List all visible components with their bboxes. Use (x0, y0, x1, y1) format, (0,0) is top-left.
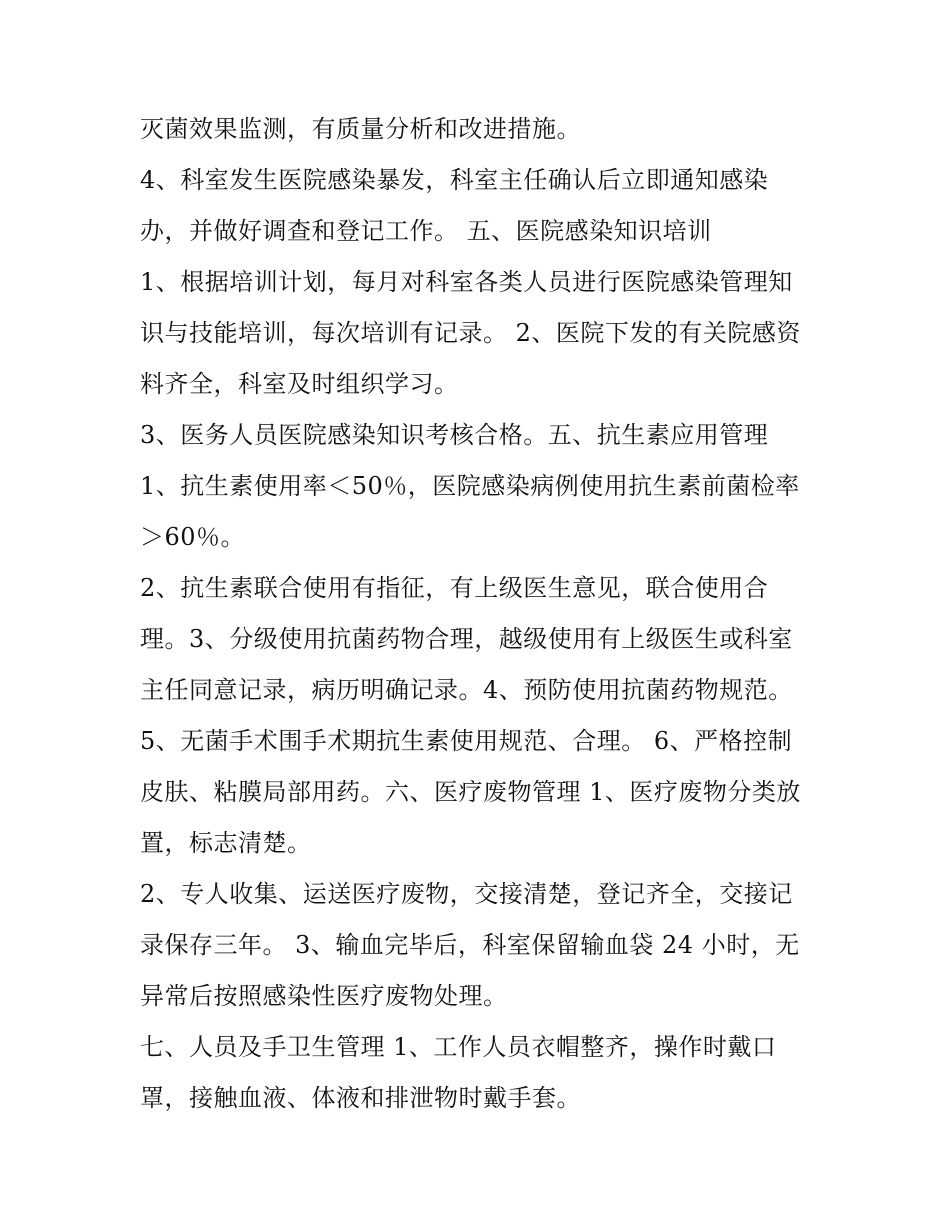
text-line: 录保存三年。 3、输血完毕后，科室保留输血袋 24 小时，无 (140, 931, 800, 959)
text-line: 罩，接触血液、体液和排泄物时戴手套。 (140, 1084, 581, 1112)
text-line: 4、科室发生医院感染暴发，科室主任确认后立即通知感染 (140, 166, 769, 194)
text-line: 主任同意记录，病历明确记录。4、预防使用抗菌药物规范。 (140, 676, 793, 704)
text-line: 5、无菌手术围手术期抗生素使用规范、合理。 6、严格控制 (140, 727, 793, 755)
text-line: 1、根据培训计划，每月对科室各类人员进行医院感染管理知 (140, 268, 793, 296)
text-line: 理。3、分级使用抗菌药物合理，越级使用有上级医生或科室 (140, 625, 793, 653)
text-line: 办，并做好调查和登记工作。 五、医院感染知识培训 (140, 217, 712, 245)
text-line: 皮肤、粘膜局部用药。六、医疗废物管理 1、医疗废物分类放 (140, 778, 801, 806)
text-line: 1、抗生素使用率＜50％，医院感染病例使用抗生素前菌检率 (140, 472, 800, 500)
text-line: 七、人员及手卫生管理 1、工作人员衣帽整齐，操作时戴口 (140, 1033, 777, 1061)
text-line: 2、专人收集、运送医疗废物，交接清楚，登记齐全，交接记 (140, 880, 793, 908)
text-line: 异常后按照感染性医疗废物处理。 (140, 982, 508, 1010)
text-line: 3、医务人员医院感染知识考核合格。五、抗生素应用管理 (140, 421, 769, 449)
text-line: 识与技能培训，每次培训有记录。 2、医院下发的有关院感资 (140, 319, 801, 347)
text-line: ＞60％。 (140, 523, 246, 551)
text-line: 料齐全，科室及时组织学习。 (140, 370, 459, 398)
document-body (140, 104, 820, 1124)
text-line: 2、抗生素联合使用有指征，有上级医生意见，联合使用合 (140, 574, 769, 602)
text-line: 置，标志清楚。 (140, 829, 312, 857)
text-line: 灭菌效果监测，有质量分析和改进措施。 (140, 115, 581, 143)
